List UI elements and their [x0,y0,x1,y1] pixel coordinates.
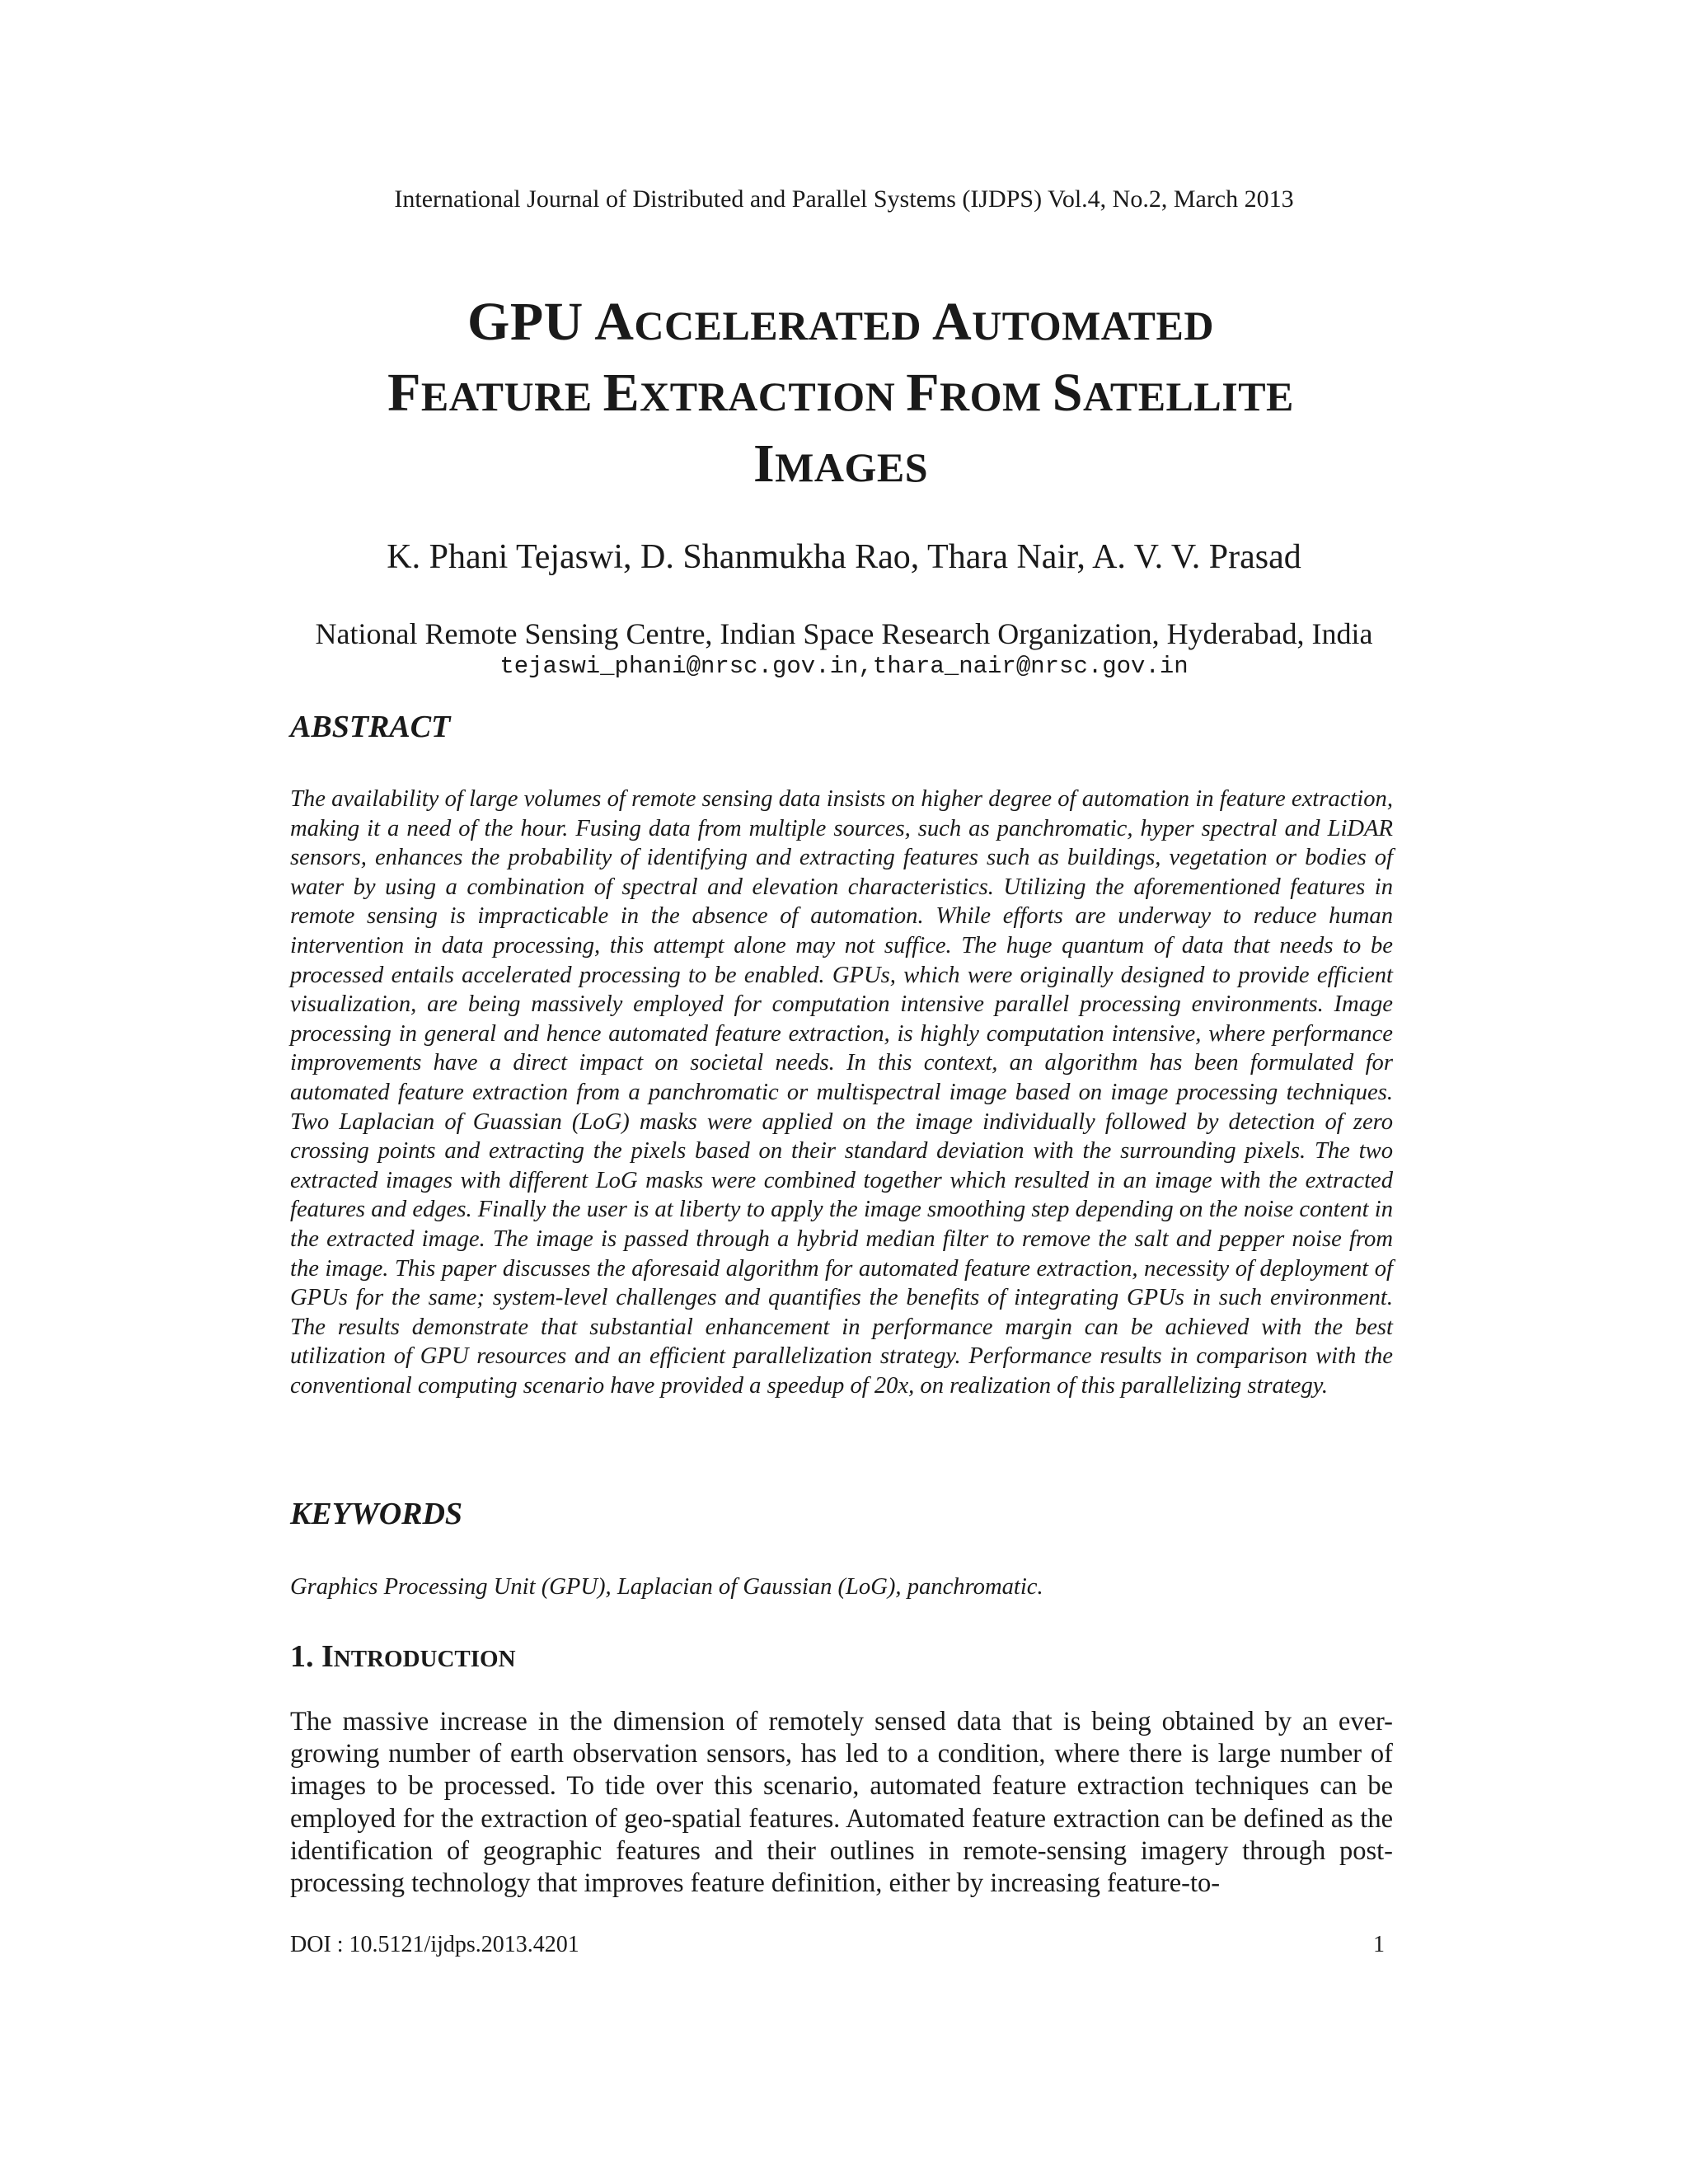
abstract-text: The availability of large volumes of remote sensing data insists on higher degree of automation in feature extraction, making it a need of the hour. Fusing data from multiple sources, such as panchromatic, hyper spectral and LiDAR sensors, enhances the probability of identifying and extracting features such as buildings, vegetation or bodies of water by using a combination of spectral and elevation characteristics. Utilizing the aforementioned features in remote sensing is impracticable in the absence of automation. While efforts are underway to reduce human intervention in data processing, this attempt alone may not suffice. The huge quantum of data that needs to be processed entails accelerated processing to be enabled. GPUs, which were originally designed to provide efficient visualization, are being massively employed for computation intensive parallel processing environments. Image processing in general and hence automated feature extraction, is highly computation intensive, where performance improvements have a direct impact on societal needs. In this context, an algorithm has been formulated for automated feature extraction from a panchromatic or multispectral image based on image processing techniques. Two Laplacian of Guassian (LoG) masks were applied on the image individually followed by detection of zero crossing points and extracting the pixels based on their standard deviation with the surrounding pixels. The two extracted images with different LoG masks were combined together which resulted in an image with the extracted features and edges. Finally the user is at liberty to apply the image smoothing step depending on the noise content in the extracted image. The image is passed through a hybrid median filter to remove the salt and pepper noise from the image. This paper discusses the aforesaid algorithm for automated feature extraction, necessity of deployment of GPUs for the same; system-level challenges and quantifies the benefits of integrating GPUs in such environment. The results demonstrate that substantial enhancement in performance margin can be achieved with the best utilization of GPU resources and an efficient parallelization strategy. Performance results in comparison with the conventional computing scenario have provided a speedup of 20x, on realization of this parallelizing strategy. [290,786,1393,1399]
page-number: 1 [1373,1932,1385,1957]
doi-footer: DOI : 10.5121/ijdps.2013.4201 [290,1932,579,1957]
abstract-heading: ABSTRACT [290,710,451,744]
affiliation: National Remote Sensing Centre, Indian Space Research Organization, Hyderabad, India [315,617,1373,650]
introduction-text: The massive increase in the dimension of remotely sensed data that is being obtained by an ever-growing number of earth observation sensors, has led to a condition, where there is large number of images to be processed. To tide over this scenario, automated feature extraction techniques can be employed for the extraction of geo-spatial features. Automated feature extraction can be defined as the identification of geographic features and their outlines in remote-sensing imagery through post-processing technology that improves feature definition, either by increasing feature-to- [290,1707,1393,1899]
journal-header: International Journal of Distributed and Parallel Systems (IJDPS) Vol.4, No.2, March 2013 [394,185,1294,213]
keywords-heading: KEYWORDS [290,1497,463,1531]
title-line-3: IMAGES [753,434,929,494]
title-line-1: GPU ACCELERATED AUTOMATED [467,292,1214,352]
section-heading-introduction: 1. INTRODUCTION [290,1639,516,1674]
author-list: K. Phani Tejaswi, D. Shanmukha Rao, Thara Nair, A. V. V. Prasad [387,538,1301,576]
title-line-2: FEATURE EXTRACTION FROM SATELLITE [387,363,1294,423]
keywords-text: Graphics Processing Unit (GPU), Laplacian of Gaussian (LoG), panchromatic. [290,1574,1043,1600]
paper-title [206,288,1475,501]
author-emails[interactable]: tejaswi_phani@nrsc.gov.in,thara_nair@nrsc.gov.in [499,653,1189,680]
